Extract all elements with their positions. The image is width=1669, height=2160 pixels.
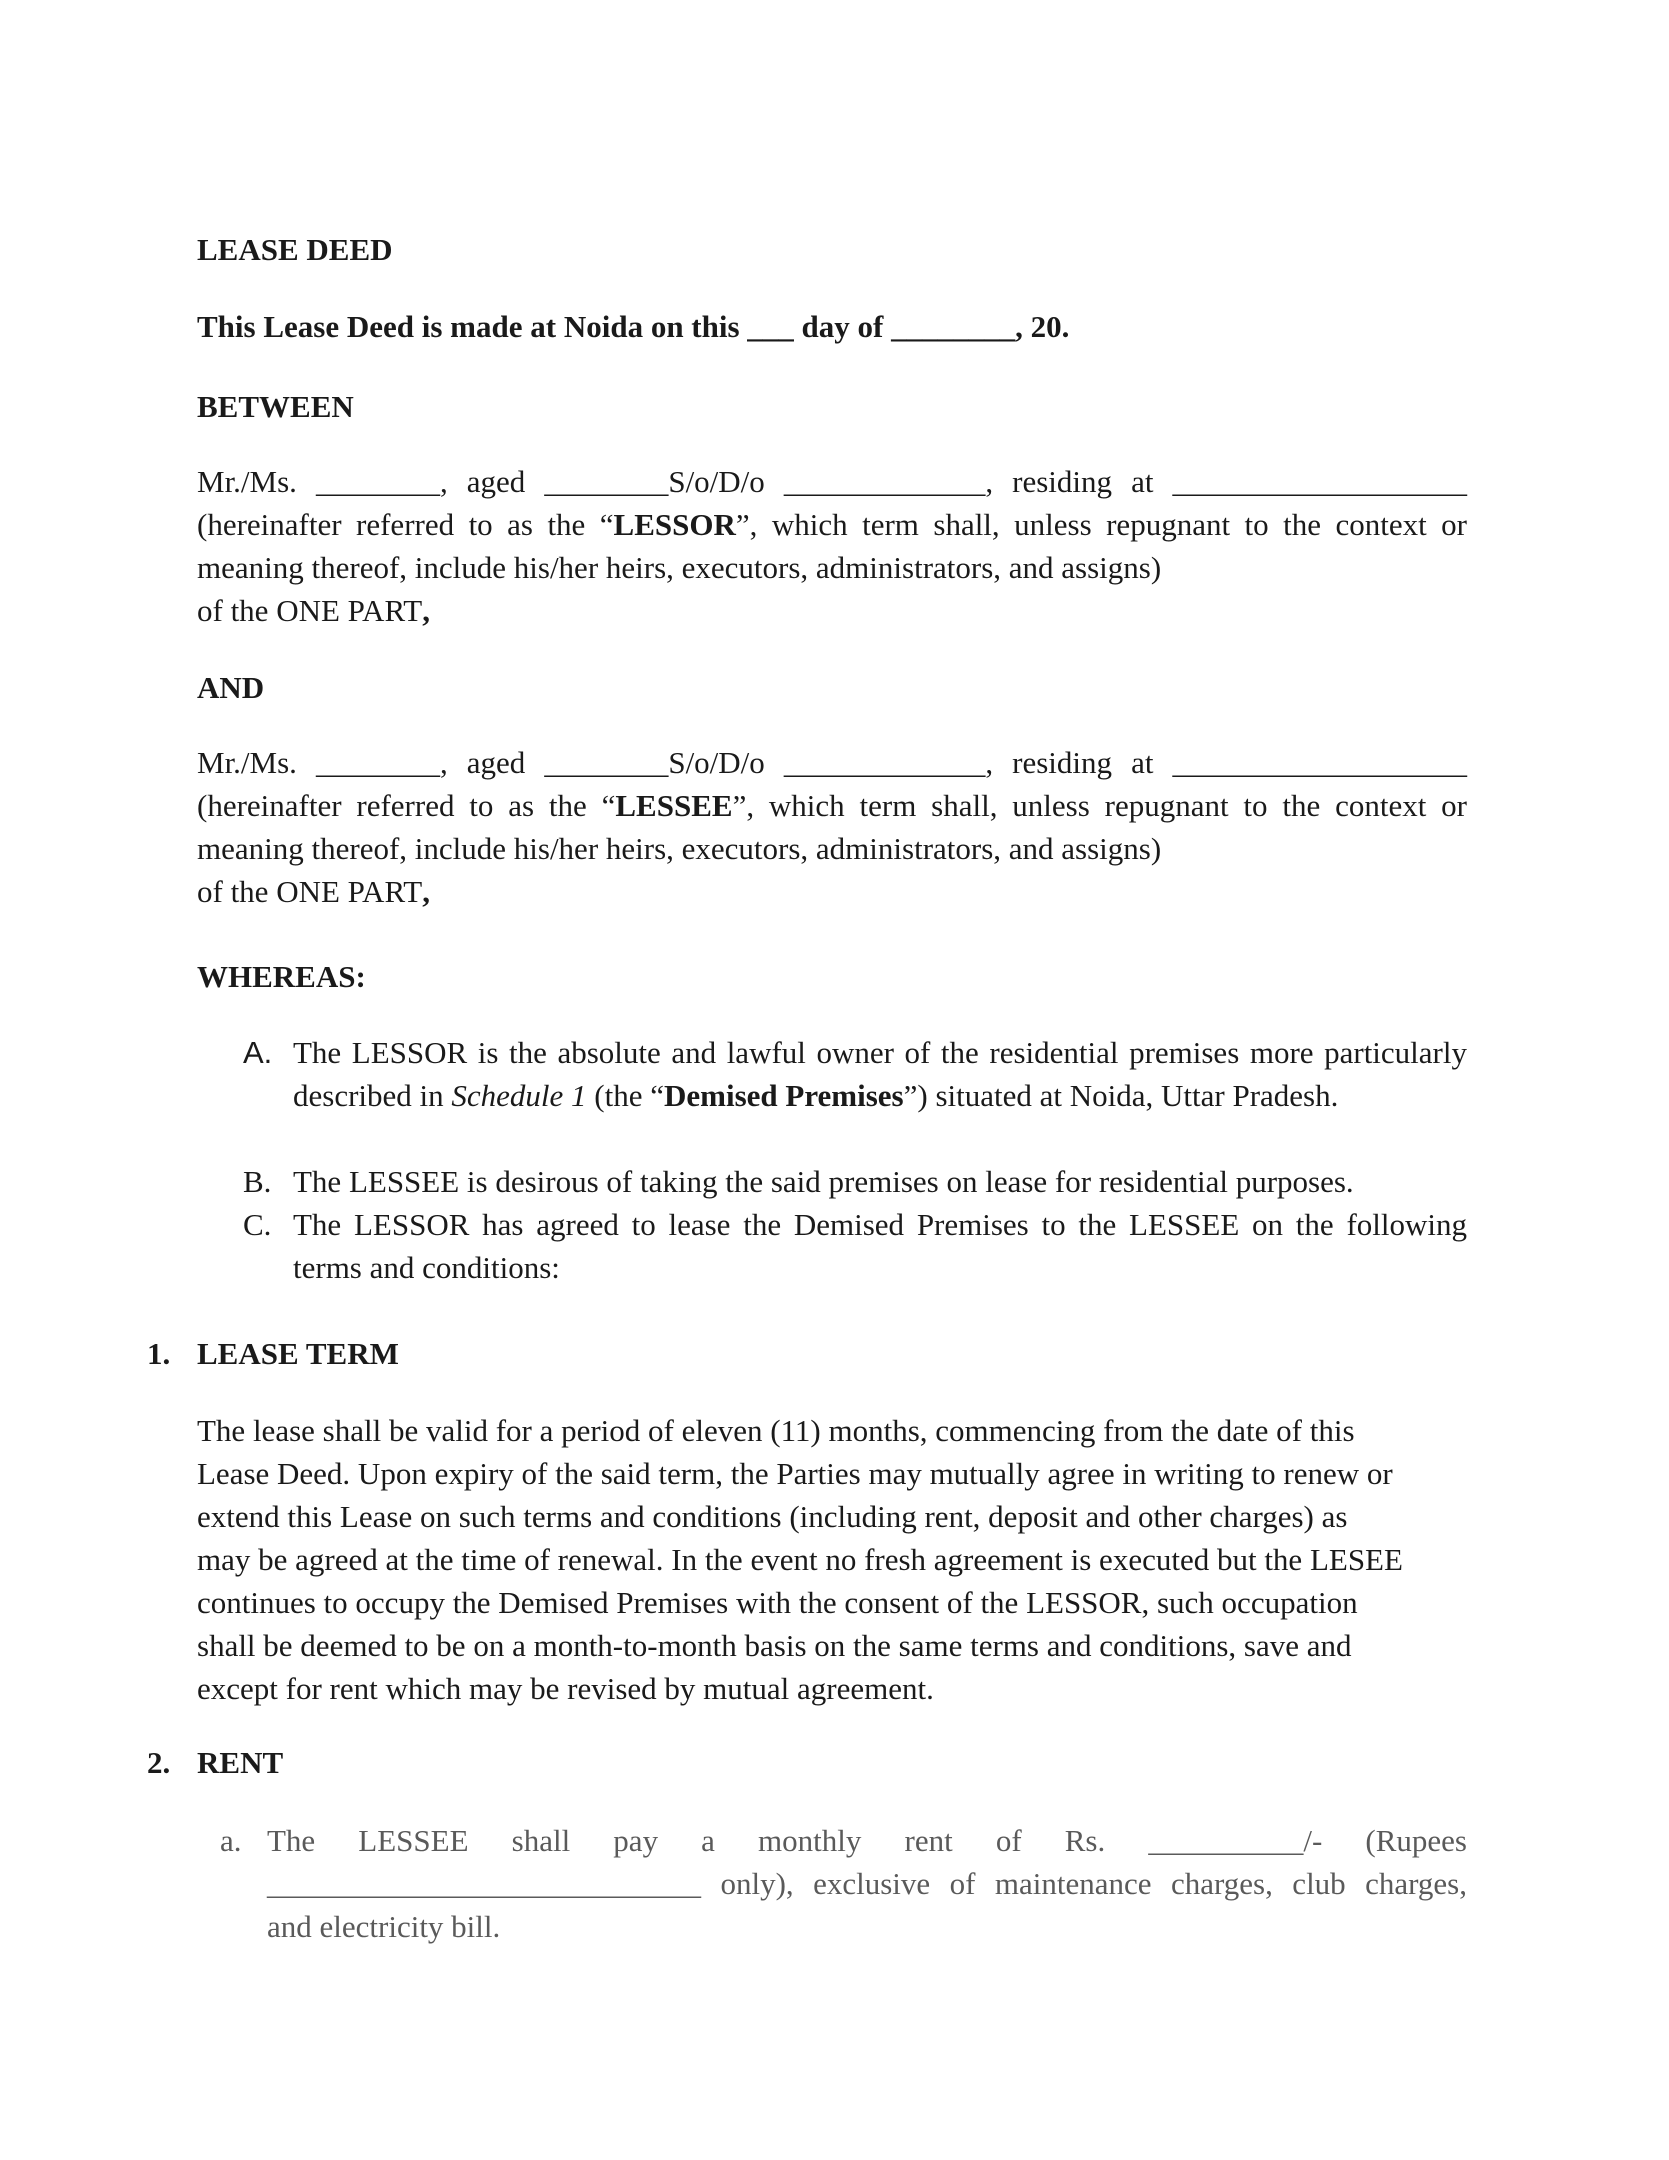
lease-term-line: continues to occupy the Demised Premises with the consent of the LESSOR, such occupation xyxy=(197,1585,1358,1620)
document-title: LEASE DEED xyxy=(197,232,393,267)
lessee-party-block xyxy=(197,741,1467,913)
section-1-heading: LEASE TERM xyxy=(197,1336,399,1371)
lease-term-line: except for rent which may be revised by mutual agreement. xyxy=(197,1671,934,1706)
whereas-text-b: The LESSEE is desirous of taking the said premises on lease for residential purposes. xyxy=(293,1164,1354,1199)
lessee-part-text: of the ONE PART xyxy=(197,874,423,909)
lessor-part-text: of the ONE PART xyxy=(197,593,423,628)
rent-line: The LESSEE shall pay a monthly rent of Rs. __________/- (Rupees xyxy=(267,1823,1467,1858)
lessee-definition-text: (hereinafter referred to as the “ xyxy=(197,788,616,823)
whereas-marker-a: A. xyxy=(243,1035,273,1070)
lease-term-paragraph xyxy=(197,1409,1497,1710)
lessee-definition xyxy=(197,784,1467,870)
section-2-number: 2. xyxy=(147,1745,171,1780)
lessor-part-line xyxy=(197,589,1467,632)
whereas-a-text-1: The LESSOR is the absolute and lawful owner of the residential premises more particularly described in xyxy=(293,1035,1467,1113)
made-line: This Lease Deed is made at Noida on this ___ day of ________, 20. xyxy=(197,309,1070,344)
whereas-item-b xyxy=(243,1160,1467,1203)
lessee-definition-text-2: ”, which term shall, unless repugnant to the context or meaning thereof, include his/her heirs, executors, administrators, and assigns) xyxy=(197,788,1467,866)
lessor-details-line: Mr./Ms. ________, aged ________S/o/D/o _____________, residing at ___________________ xyxy=(197,464,1467,499)
lessee-term: LESSEE xyxy=(615,788,733,823)
lease-term-line: The lease shall be valid for a period of eleven (11) months, commencing from the date of this xyxy=(197,1413,1355,1448)
section-1-number: 1. xyxy=(147,1336,171,1371)
lessee-part-line xyxy=(197,870,1467,913)
lessor-definition-text: (hereinafter referred to as the “ xyxy=(197,507,614,542)
whereas-text-c: The LESSOR has agreed to lease the Demised Premises to the LESSEE on the following terms and conditions: xyxy=(293,1207,1467,1285)
lessor-part-comma: , xyxy=(422,593,430,628)
whereas-a-text-2: (the “ xyxy=(586,1078,664,1113)
lease-term-line: shall be deemed to be on a month-to-month basis on the same terms and conditions, save and xyxy=(197,1628,1352,1663)
lessor-definition xyxy=(197,503,1467,589)
schedule-reference: Schedule 1 xyxy=(451,1078,587,1113)
lessee-part-comma: , xyxy=(422,874,430,909)
whereas-text-a xyxy=(293,1031,1467,1117)
section-2-heading: RENT xyxy=(197,1745,284,1780)
whereas-item-c xyxy=(243,1203,1467,1289)
lessor-party-block xyxy=(197,460,1467,632)
and-heading: AND xyxy=(197,670,265,705)
rent-marker-a: a. xyxy=(220,1823,242,1858)
rent-line: and electricity bill. xyxy=(267,1909,501,1944)
whereas-marker-b: B. xyxy=(243,1164,272,1199)
lease-term-line: may be agreed at the time of renewal. In the event no fresh agreement is executed but the LESEE xyxy=(197,1542,1403,1577)
lease-term-line: Lease Deed. Upon expiry of the said term, the Parties may mutually agree in writing to renew or xyxy=(197,1456,1393,1491)
rent-line: ____________________________ only), exclusive of maintenance charges, club charges, xyxy=(267,1866,1467,1901)
whereas-marker-c: C. xyxy=(243,1207,272,1242)
between-heading: BETWEEN xyxy=(197,389,354,424)
lessor-definition-text-2: ”, which term shall, unless repugnant to the context or meaning thereof, include his/her heirs, executors, administrators, and assigns) xyxy=(197,507,1467,585)
lessee-details-line: Mr./Ms. ________, aged ________S/o/D/o _____________, residing at ___________________ xyxy=(197,745,1467,780)
lessor-term: LESSOR xyxy=(613,507,736,542)
whereas-heading: WHEREAS: xyxy=(197,959,366,994)
lease-term-line: extend this Lease on such terms and conditions (including rent, deposit and other charges) as xyxy=(197,1499,1348,1534)
rent-item-a xyxy=(220,1819,1467,1948)
demised-premises-term: Demised Premises xyxy=(664,1078,904,1113)
whereas-item-a xyxy=(243,1031,1467,1117)
whereas-a-text-3: ”) situated at Noida, Uttar Pradesh. xyxy=(903,1078,1339,1113)
rent-text-a xyxy=(267,1819,1467,1948)
